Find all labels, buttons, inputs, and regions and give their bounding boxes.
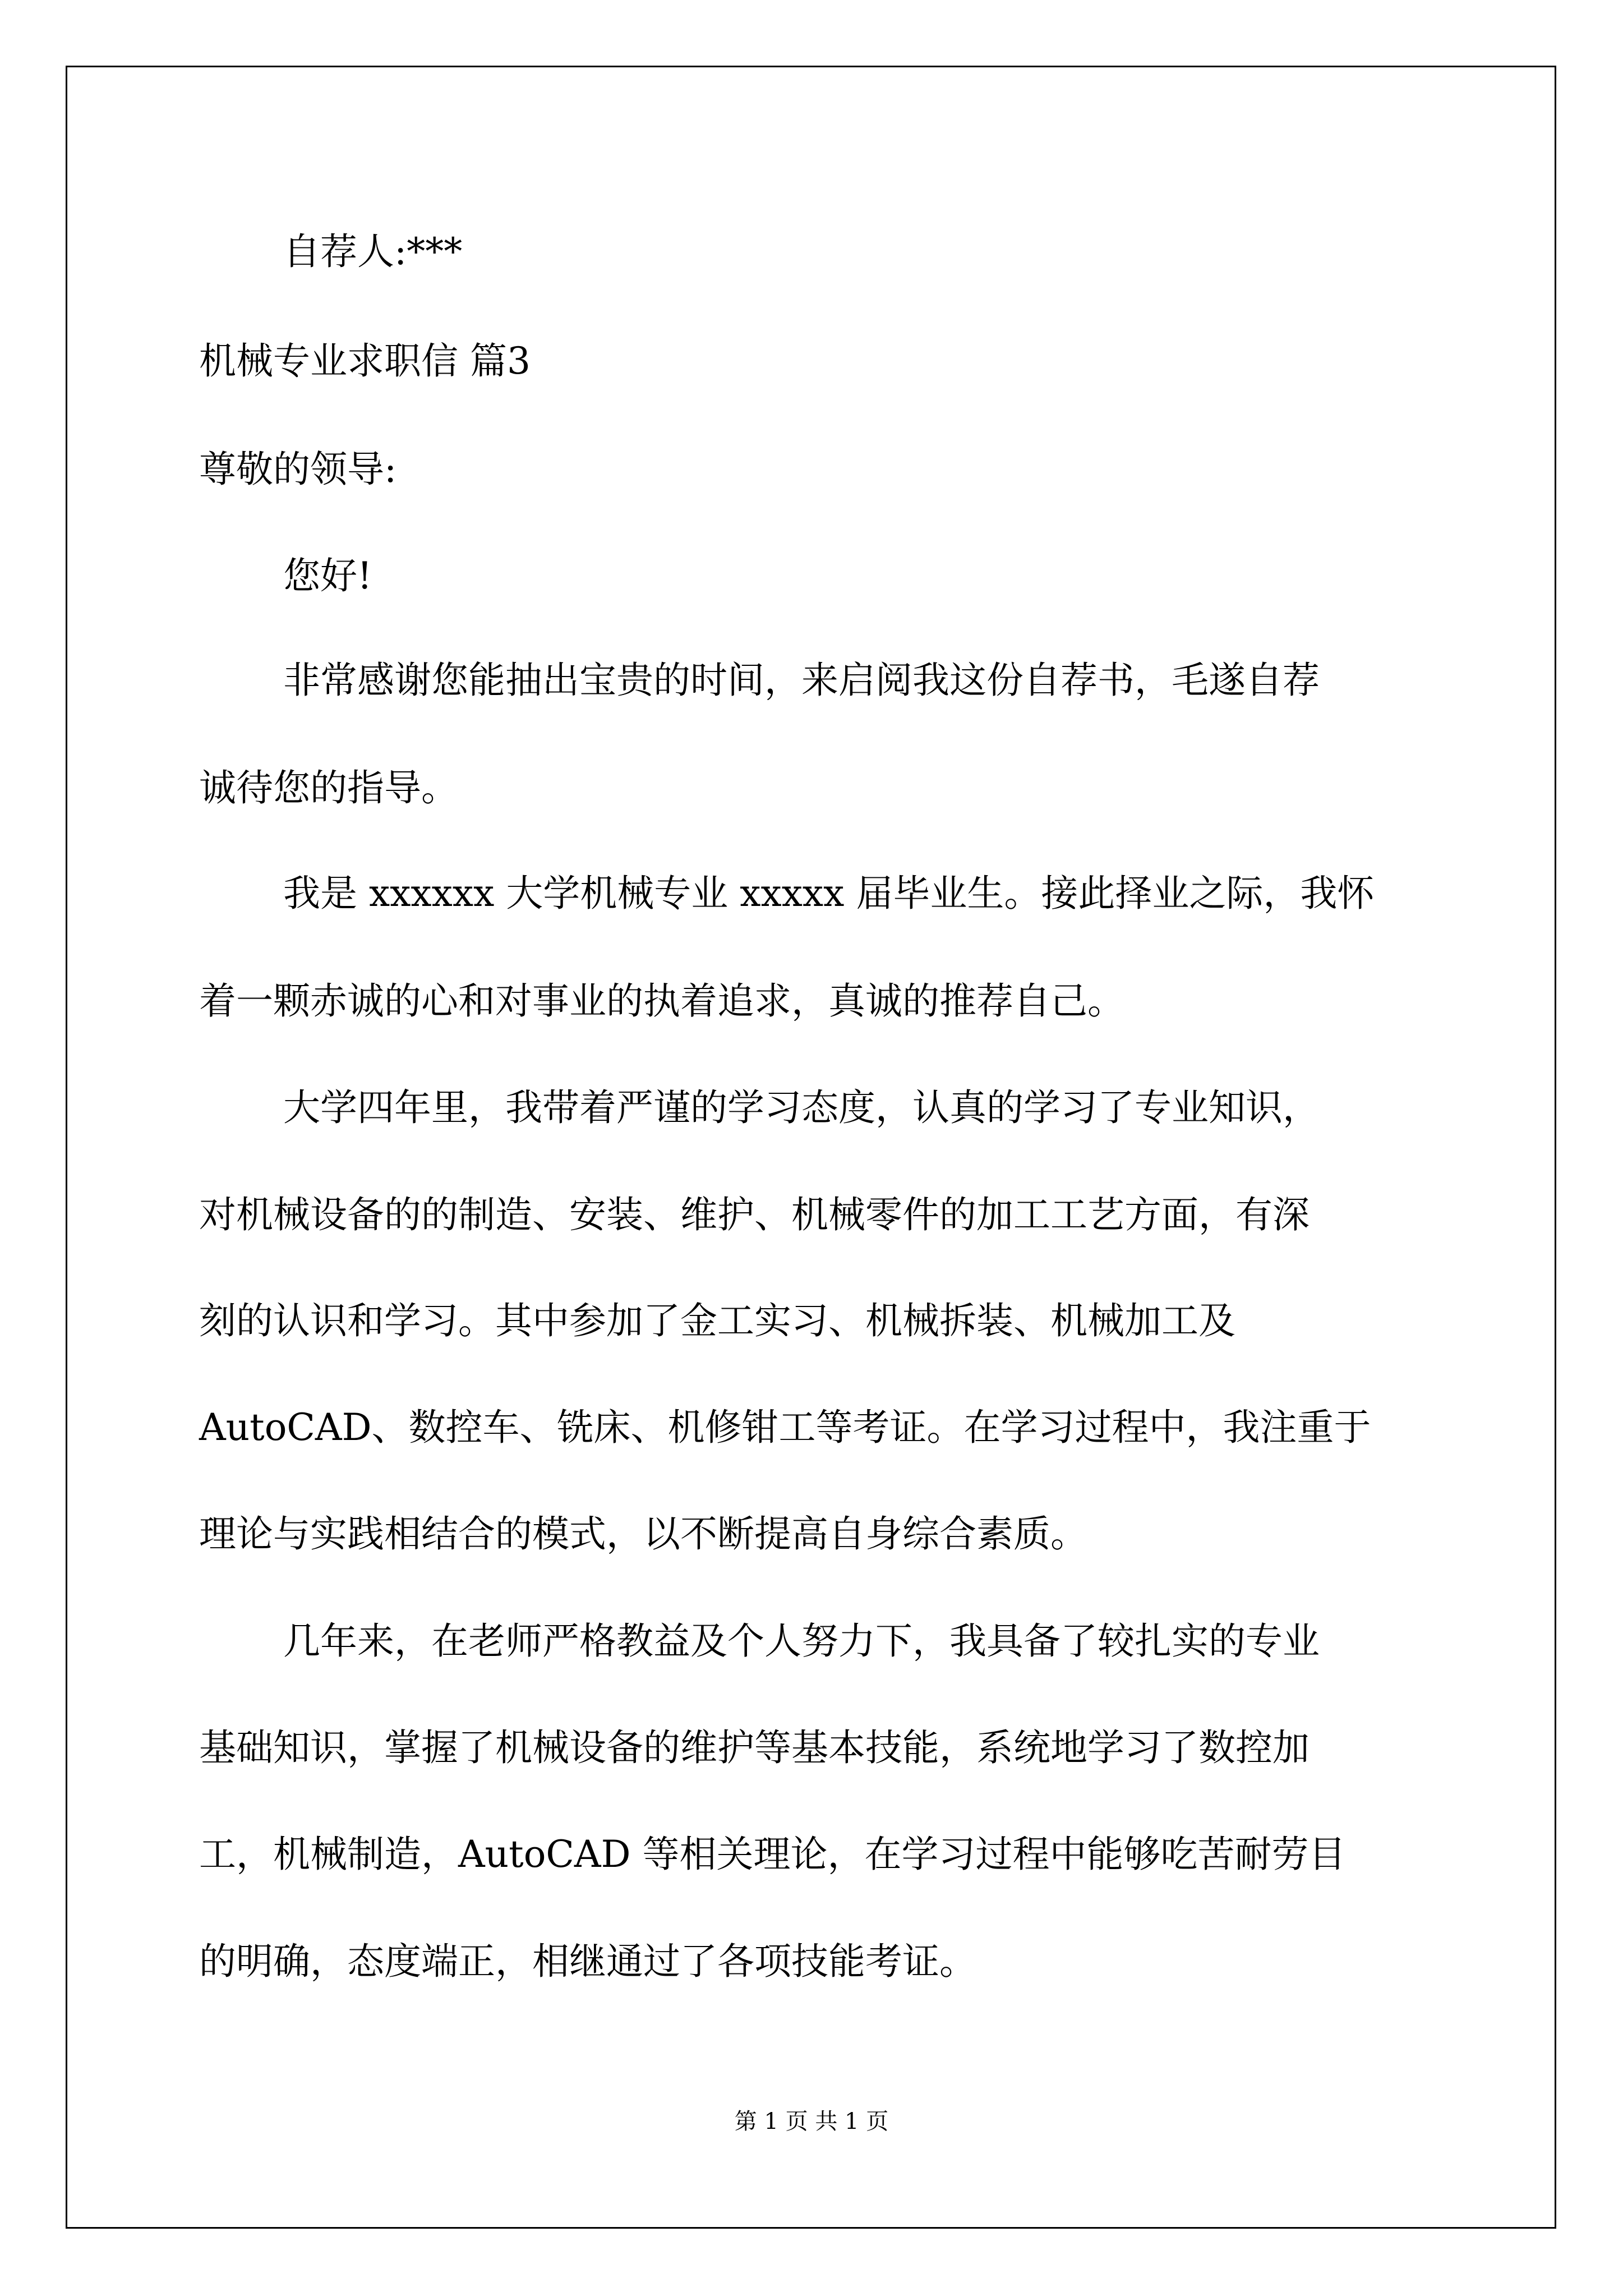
paragraph-line: 基础知识，掌握了机械设备的维护等基本技能，系统地学习了数控加 — [199, 1726, 1310, 1769]
paragraph-line: 刻的认识和学习。其中参加了金工实习、机械拆装、机械加工及 — [199, 1299, 1235, 1342]
paragraph-line: 非常感谢您能抽出宝贵的时间，来启阅我这份自荐书，毛遂自荐 — [283, 659, 1320, 702]
paragraph-line: AutoCAD、数控车、铣床、机修钳工等考证。在学习过程中，我注重于 — [199, 1406, 1371, 1449]
page-border — [66, 66, 1556, 2229]
paragraph-line: 工，机械制造，AutoCAD 等相关理论，在学习过程中能够吃苦耐劳目 — [199, 1833, 1346, 1876]
greeting: 您好! — [283, 554, 372, 597]
paragraph-line: 诚待您的指导。 — [199, 766, 458, 809]
paragraph-line: 对机械设备的的制造、安装、维护、机械零件的加工工艺方面，有深 — [199, 1193, 1310, 1236]
page-footer: 第 1 页 共 1 页 — [734, 2109, 889, 2134]
paragraph-line: 理论与实践相结合的模式，以不断提高自身综合素质。 — [199, 1512, 1087, 1556]
paragraph-line: 我是 xxxxxx 大学机械专业 xxxxx 届毕业生。接此择业之际，我怀 — [283, 872, 1375, 915]
paragraph-line: 大学四年里，我带着严谨的学习态度，认真的学习了专业知识， — [283, 1086, 1320, 1129]
salutation: 尊敬的领导: — [199, 448, 397, 491]
paragraph-line: 着一颗赤诚的心和对事业的执着追求，真诚的推荐自己。 — [199, 979, 1124, 1023]
signature-line: 自荐人:*** — [283, 230, 463, 273]
letter-title: 机械专业求职信 篇3 — [199, 339, 531, 383]
paragraph-line: 的明确，态度端正，相继通过了各项技能考证。 — [199, 1940, 976, 1983]
paragraph-line: 几年来，在老师严格教益及个人努力下，我具备了较扎实的专业 — [283, 1619, 1320, 1663]
